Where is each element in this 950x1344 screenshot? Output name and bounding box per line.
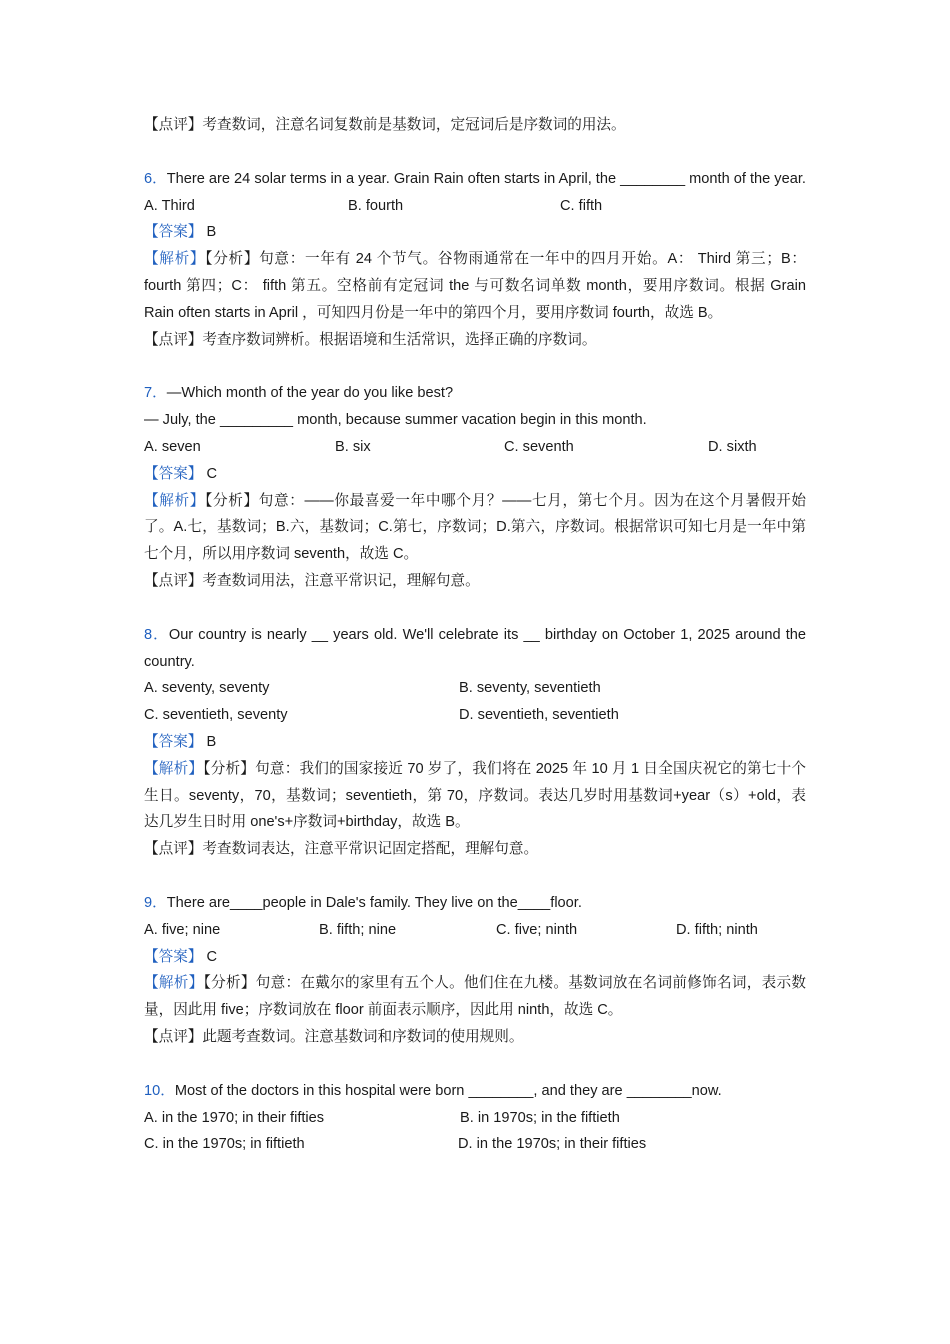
answer-value: C xyxy=(206,948,217,965)
option-d[interactable]: D. seventieth, seventieth xyxy=(459,707,619,724)
answer-value: B xyxy=(206,224,217,241)
answer-label: 【答案】 xyxy=(144,948,203,965)
analysis-label: 【解析】 xyxy=(144,492,206,509)
analysis-text: 【分析】句意：我们的国家接近 70 岁了，我们将在 2025 年 10 月 1 日全国庆祝它的第七十个生日。seventy，70，基数词；seventieth，第 70，序数词。表达几岁时用基数词+year（s）+old，表达几岁生日时用 one's+序数词+birthday，故选 B。 xyxy=(144,760,806,831)
previous-comment: 【点评】考查数词，注意名词复数前是基数词，定冠词后是序数词的用法。 xyxy=(144,117,626,133)
question-8-options-row-1 xyxy=(144,675,806,702)
option-d[interactable]: D. sixth xyxy=(708,438,757,455)
analysis-label: 【解析】 xyxy=(144,975,204,992)
question-text: There are____people in Dale's family. They live on the____floor. xyxy=(166,894,582,911)
question-10-options-row-1 xyxy=(144,1105,806,1132)
option-b[interactable]: B. in 1970s; in the fiftieth xyxy=(460,1109,620,1126)
answer-row xyxy=(144,461,806,488)
question-10-options-row-2 xyxy=(144,1131,806,1158)
analysis-text: 【分析】句意：——你最喜爱一年中哪个月？——七月，第七个月。因为在这个月暑假开始了。A.七，基数词；B.六，基数词；C.第七，序数词；D.第六，序数词。根据常识可知七月是一年中第七个月，所以用序数词 seventh，故选 C。 xyxy=(144,492,806,563)
option-a[interactable]: A. seven xyxy=(144,438,201,455)
analysis xyxy=(144,970,806,1024)
answer-row xyxy=(144,944,806,971)
question-number: 7． xyxy=(144,385,167,402)
question-8-options-row-2 xyxy=(144,702,806,729)
comment: 【点评】此题考查数词。注意基数词和序数词的使用规则。 xyxy=(144,1028,524,1045)
question-text: Our country is nearly __ years old. We'll celebrate its __ birthday on October 1, 2025 around the country. xyxy=(144,626,806,670)
document-page xyxy=(144,112,806,1158)
question-text: There are 24 solar terms in a year. Grain Rain often starts in April, the ________ month of the year. xyxy=(166,170,806,187)
analysis-text: 【分析】句意：一年有 24 个节气。谷物雨通常在一年中的四月开始。A： Third 第三；B： fourth 第四；C： fifth 第五。空格前有定冠词 the 与可数名词单数 month，要用序数词。根据 Grain Rain often starts in April ，可知四月份是一年中的第四个月，要用序数词 fourth，故选 B。 xyxy=(144,251,806,321)
option-a[interactable]: A. Third xyxy=(144,197,195,214)
option-c[interactable]: C. five; ninth xyxy=(496,921,578,938)
option-c[interactable]: C. seventh xyxy=(504,438,574,455)
question-6-options xyxy=(144,193,806,220)
answer-value: C xyxy=(206,465,217,482)
question-7-options xyxy=(144,434,806,461)
option-c[interactable]: C. in the 1970s; in fiftieth xyxy=(144,1136,305,1153)
answer-value: B xyxy=(206,733,217,750)
option-b[interactable]: B. fourth xyxy=(348,197,404,214)
option-a[interactable]: A. in the 1970; in their fifties xyxy=(144,1109,325,1126)
question-number: 10． xyxy=(144,1082,175,1099)
answer-row xyxy=(144,219,806,246)
option-a[interactable]: A. five; nine xyxy=(144,921,221,938)
comment: 【点评】考查数词用法，注意平常识记，理解句意。 xyxy=(144,572,480,589)
answer-row xyxy=(144,729,806,756)
question-9-stem xyxy=(144,890,806,917)
option-b[interactable]: B. six xyxy=(335,438,371,455)
question-9-options xyxy=(144,917,806,944)
answer-label: 【答案】 xyxy=(144,224,203,241)
comment: 【点评】考查序数词辨析。根据语境和生活常识，选择正确的序数词。 xyxy=(144,331,597,348)
question-8-stem xyxy=(144,622,806,676)
question-7-stem-2: — July, the _________ month, because summer vacation begin in this month. xyxy=(144,412,647,429)
option-b[interactable]: B. seventy, seventieth xyxy=(459,680,601,697)
option-d[interactable]: D. in the 1970s; in their fifties xyxy=(458,1136,647,1153)
question-number: 6． xyxy=(144,170,167,187)
option-b[interactable]: B. fifth; nine xyxy=(319,921,397,938)
question-number: 8． xyxy=(144,626,169,643)
analysis xyxy=(144,488,806,568)
analysis xyxy=(144,756,806,836)
analysis-text: 【分析】句意：在戴尔的家里有五个人。他们住在九楼。基数词放在名词前修饰名词，表示数量，因此用 five；序数词放在 floor 前面表示顺序，因此用 ninth，故选 C。 xyxy=(144,975,806,1019)
option-c[interactable]: C. seventieth, seventy xyxy=(144,707,288,724)
question-text: Most of the doctors in this hospital were born ________, and they are ________now. xyxy=(174,1082,722,1099)
option-c[interactable]: C. fifth xyxy=(560,197,603,214)
analysis xyxy=(144,246,806,326)
option-d[interactable]: D. fifth; ninth xyxy=(676,921,758,938)
answer-label: 【答案】 xyxy=(144,733,203,750)
comment: 【点评】考查数词表达，注意平常识记固定搭配，理解句意。 xyxy=(144,841,539,858)
question-number: 9． xyxy=(144,894,167,911)
analysis-label: 【解析】 xyxy=(144,251,206,268)
analysis-label: 【解析】 xyxy=(144,760,204,777)
answer-label: 【答案】 xyxy=(144,465,203,482)
option-a[interactable]: A. seventy, seventy xyxy=(144,680,270,697)
question-6-stem xyxy=(144,166,806,193)
question-10-stem xyxy=(144,1078,806,1105)
question-7-stem xyxy=(144,380,806,407)
question-text: —Which month of the year do you like best? xyxy=(166,385,454,402)
